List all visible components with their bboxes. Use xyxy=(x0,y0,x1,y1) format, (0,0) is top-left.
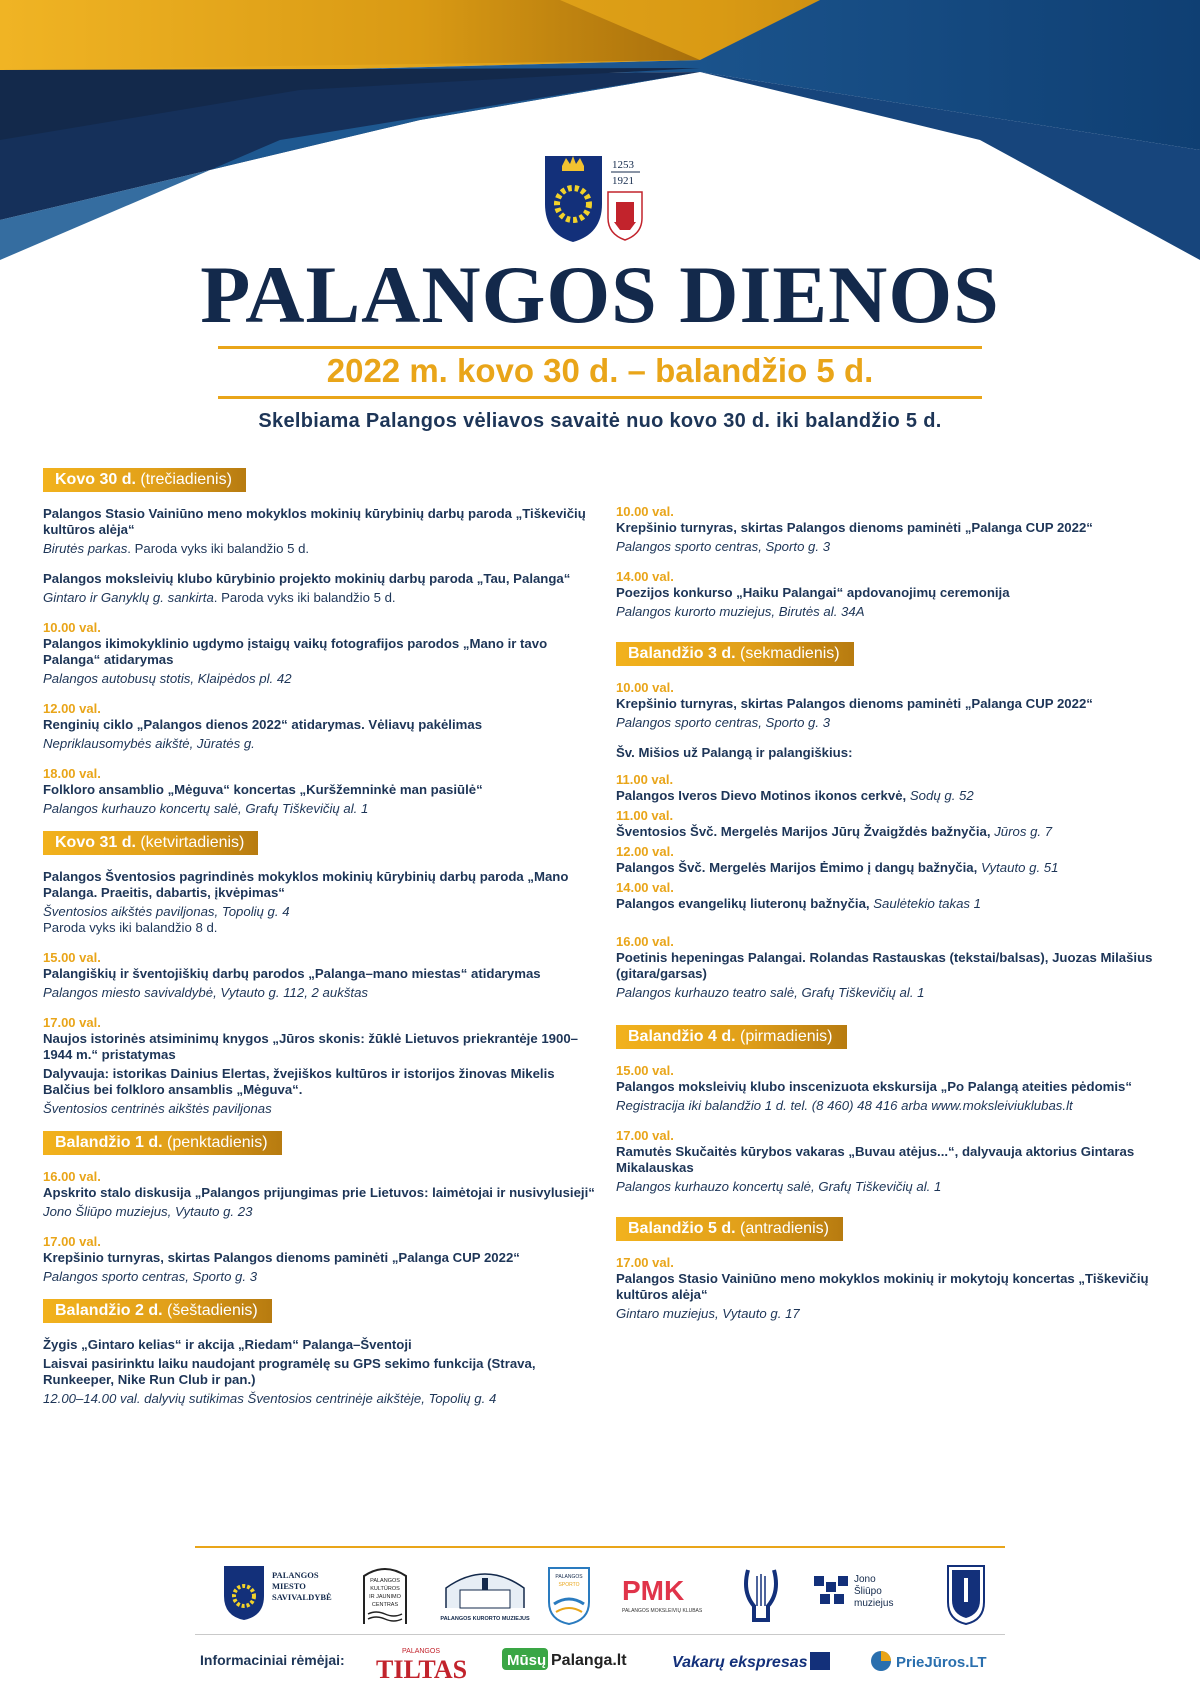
svg-text:PALANGOS MOKSLEIVIŲ KLUBAS: PALANGOS MOKSLEIVIŲ KLUBAS xyxy=(622,1608,703,1614)
svg-text:CENTRAS: CENTRAS xyxy=(371,1602,399,1608)
svg-text:Šliūpo: Šliūpo xyxy=(854,1586,882,1597)
mass-item: 14.00 val. Palangos evangelikų liuteronų bažnyčia, Saulėtekio takas 1 xyxy=(616,880,982,911)
vakaru-ekspresas-logo xyxy=(670,1648,840,1681)
savivaldybe-logo xyxy=(222,1562,342,1627)
svg-text:PALANGOS KURORTO MUZIEJUS: PALANGOS KURORTO MUZIEJUS xyxy=(440,1616,530,1622)
day-heading-balandzio-1: Balandžio 1 d. (penktadienis) xyxy=(43,1131,282,1155)
priejuros-logo xyxy=(870,1648,1000,1681)
svg-text:muziejus: muziejus xyxy=(854,1598,894,1609)
event-item: 17.00 val. Krepšinio turnyras, skirtas Palangos dienoms paminėti „Palanga CUP 2022“ Palangos sporto centras, Sporto g. 3 xyxy=(43,1234,520,1284)
crest-year-1: 1253 xyxy=(612,159,634,171)
footer-divider xyxy=(195,1634,1005,1635)
event-item: Palangos Šventosios pagrindinės mokyklos mokinių kūrybinių darbų paroda „Mano Palanga. Praeitis, dabartis, įkvėpimas“ Šventosios aikštės paviljonas, Topolių g. 4 Paroda vyks iki balandžio 8 d. xyxy=(43,869,569,935)
svg-text:PALANGOS: PALANGOS xyxy=(555,1574,583,1580)
schedule-left-column xyxy=(43,468,603,1421)
kurorto-muziejus-logo xyxy=(440,1562,530,1633)
page-title: PALANGOS DIENOS xyxy=(200,249,1000,340)
shield-logo xyxy=(946,1562,986,1633)
svg-text:IR JAUNIMO: IR JAUNIMO xyxy=(369,1594,401,1600)
day-heading-balandzio-4: Balandžio 4 d. (pirmadienis) xyxy=(616,1025,847,1049)
crest-year-2: 1921 xyxy=(612,175,634,187)
day-heading-kovo-31: Kovo 31 d. (ketvirtadienis) xyxy=(43,831,258,855)
day-heading-balandzio-3: Balandžio 3 d. (sekmadienis) xyxy=(616,642,854,666)
svg-text:SPORTO: SPORTO xyxy=(558,1582,580,1588)
svg-text:KULTŪROS: KULTŪROS xyxy=(370,1586,400,1592)
day-heading-kovo-30: Kovo 30 d. (trečiadienis) xyxy=(43,468,246,492)
event-item: 10.00 val. Palangos ikimokyklinio ugdymo įstaigų vaikų fotografijos parodos „Mano ir tavo Palanga“ atidarymas Palangos autobusų stotis, Klaipėdos pl. 42 xyxy=(43,620,548,686)
svg-text:PALANGOS: PALANGOS xyxy=(272,1570,319,1580)
event-item: Žygis „Gintaro kelias“ ir akcija „Riedam“ Palanga–Šventoji Laisvai pasirinktu laiku naudojant programėlę su GPS sekimo funkcija (Strava, Runkeeper, Nike Run Club ir pan.) 12.00–14.00 val. dalyvių sutikimas Šventosios centrinėje aikštėje, Topolių g. 4 xyxy=(43,1337,536,1406)
lyre-logo xyxy=(738,1562,784,1633)
svg-text:Vakarų ekspresas: Vakarų ekspresas xyxy=(672,1654,808,1671)
event-item: 12.00 val. Renginių ciklo „Palangos dienos 2022“ atidarymas. Vėliavų pakėlimas Nepriklausomybės aikštė, Jūratės g. xyxy=(43,701,483,751)
pmk-logo xyxy=(620,1570,716,1625)
event-item: 15.00 val. Palangiškių ir šventojiškių darbų parodos „Palanga–mano miestas“ atidarymas Palangos miesto savivaldybė, Vytauto g. 112, 2 aukštas xyxy=(43,950,541,1000)
svg-text:Jono: Jono xyxy=(854,1574,876,1585)
svg-text:PMK: PMK xyxy=(622,1575,685,1606)
event-item: 15.00 val. Palangos moksleivių klubo inscenizuota ekskursija „Po Palangą ateities pėdomis“ Registracija iki balandžio 1 d. tel. (8 460) 48 416 arba www.moksleiviuklubas.lt xyxy=(616,1063,1132,1113)
event-item: 10.00 val. Krepšinio turnyras, skirtas Palangos dienoms paminėti „Palanga CUP 2022“ Palangos sporto centras, Sporto g. 3 xyxy=(616,680,1093,730)
event-item: 17.00 val. Naujos istorinės atsiminimų knygos „Jūros skonis: žūklė Lietuvos priekrantėje 1900–1944 m.“ pristatymas Dalyvauja: istorikas Dainius Elertas, žvejiškos kultūros ir istorijos žinovas Mikelis Balčius bei folkloro ansamblis „Mėguva“. Šventosios centrinės aikštės paviljonas xyxy=(43,1015,579,1116)
event-item: 14.00 val. Poezijos konkurso „Haiku Palangai“ apdovanojimų ceremonija Palangos kurorto muziejus, Birutės al. 34A xyxy=(616,569,1010,619)
title-rule-bottom xyxy=(218,396,982,399)
schedule-right-column xyxy=(616,504,1176,1336)
event-item: 16.00 val. Apskrito stalo diskusija „Palangos prijungimas prie Lietuvos: laimėtojai ir nusivylusieji“ Jono Šliūpo muziejus, Vytauto g. 23 xyxy=(43,1169,595,1219)
mass-item: 11.00 val. Šventosios Švč. Mergelės Marijos Jūrų Žvaigždės bažnyčia, Jūros g. 7 xyxy=(616,808,1053,839)
day-heading-balandzio-2: Balandžio 2 d. (šeštadienis) xyxy=(43,1299,272,1323)
svg-text:PALANGOS: PALANGOS xyxy=(370,1578,400,1584)
musu-palanga-logo xyxy=(502,1646,642,1683)
palanga-crest xyxy=(540,154,660,244)
event-item: Palangos moksleivių klubo kūrybinio projekto mokinių darbų paroda „Tau, Palanga“ Gintaro ir Ganyklų g. sankirta. Paroda vyks iki balandžio 5 d. xyxy=(43,571,571,605)
event-item: 17.00 val. Ramutės Skučaitės kūrybos vakaras „Buvau atėjus...“, dalyvauja aktorius Gintaras Mikalauskas Palangos kurhauzo koncertų salė, Grafų Tiškevičių al. 1 xyxy=(616,1128,1135,1194)
mass-item: 12.00 val. Palangos Švč. Mergelės Marijos Ėmimo į dangų bažnyčia, Vytauto g. 51 xyxy=(616,844,1059,875)
event-dates: 2022 m. kovo 30 d. – balandžio 5 d. xyxy=(326,352,874,389)
sliupo-muziejus-logo xyxy=(812,1568,912,1623)
svg-text:MIESTO: MIESTO xyxy=(272,1581,306,1591)
svg-text:Palanga.lt: Palanga.lt xyxy=(551,1652,627,1669)
event-item: 16.00 val. Poetinis hepeningas Palangai. Rolandas Rastauskas (tekstai/balsas), Juozas Milašius (gitara/garsas) Palangos kurhauzo teatro salė, Grafų Tiškevičių al. 1 xyxy=(616,934,1153,1000)
svg-text:TILTAS: TILTAS xyxy=(376,1655,468,1682)
page-subtitle: Skelbiama Palangos vėliavos savaitė nuo kovo 30 d. iki balandžio 5 d. xyxy=(258,410,942,432)
svg-text:PrieJūros.LT: PrieJūros.LT xyxy=(896,1654,987,1671)
svg-text:Mūsų: Mūsų xyxy=(507,1652,547,1669)
event-item: Palangos Stasio Vainiūno meno mokyklos mokinių kūrybinių darbų paroda „Tiškevičių kultūros alėja“ Birutės parkas. Paroda vyks iki balandžio 5 d. xyxy=(43,506,586,556)
footer-rule xyxy=(195,1546,1005,1548)
mass-title: Šv. Mišios už Palangą ir palangiškius: xyxy=(616,745,853,760)
organizer-logos xyxy=(0,1562,1200,1632)
sponsors-label: Informaciniai rėmėjai: xyxy=(200,1652,345,1668)
svg-text:SAVIVALDYBĖ: SAVIVALDYBĖ xyxy=(272,1592,332,1602)
sponsors-row xyxy=(0,1640,1200,1684)
day-heading-balandzio-5: Balandžio 5 d. (antradienis) xyxy=(616,1217,843,1241)
mass-item: 11.00 val. Palangos Iveros Dievo Motinos ikonos cerkvė, Sodų g. 52 xyxy=(616,772,974,803)
palangos-tiltas-logo xyxy=(372,1644,468,1687)
event-item: 17.00 val. Palangos Stasio Vainiūno meno mokyklos mokinių ir mokytojų koncertas „Tiškevičių kultūros alėja“ Gintaro muziejus, Vytauto g. 17 xyxy=(616,1255,1149,1321)
title-rule-top xyxy=(218,346,982,349)
event-item: 18.00 val. Folkloro ansamblio „Mėguva“ koncertas „Kuršžemninkė man pasiūlė“ Palangos kurhauzo koncertų salė, Grafų Tiškevičių al. 1 xyxy=(43,766,483,816)
kulturos-centras-logo xyxy=(360,1562,410,1633)
svg-text:PALANGOS: PALANGOS xyxy=(402,1648,440,1655)
sporto-centras-logo xyxy=(546,1562,592,1633)
event-item: 10.00 val. Krepšinio turnyras, skirtas Palangos dienoms paminėti „Palanga CUP 2022“ Palangos sporto centras, Sporto g. 3 xyxy=(616,504,1093,554)
